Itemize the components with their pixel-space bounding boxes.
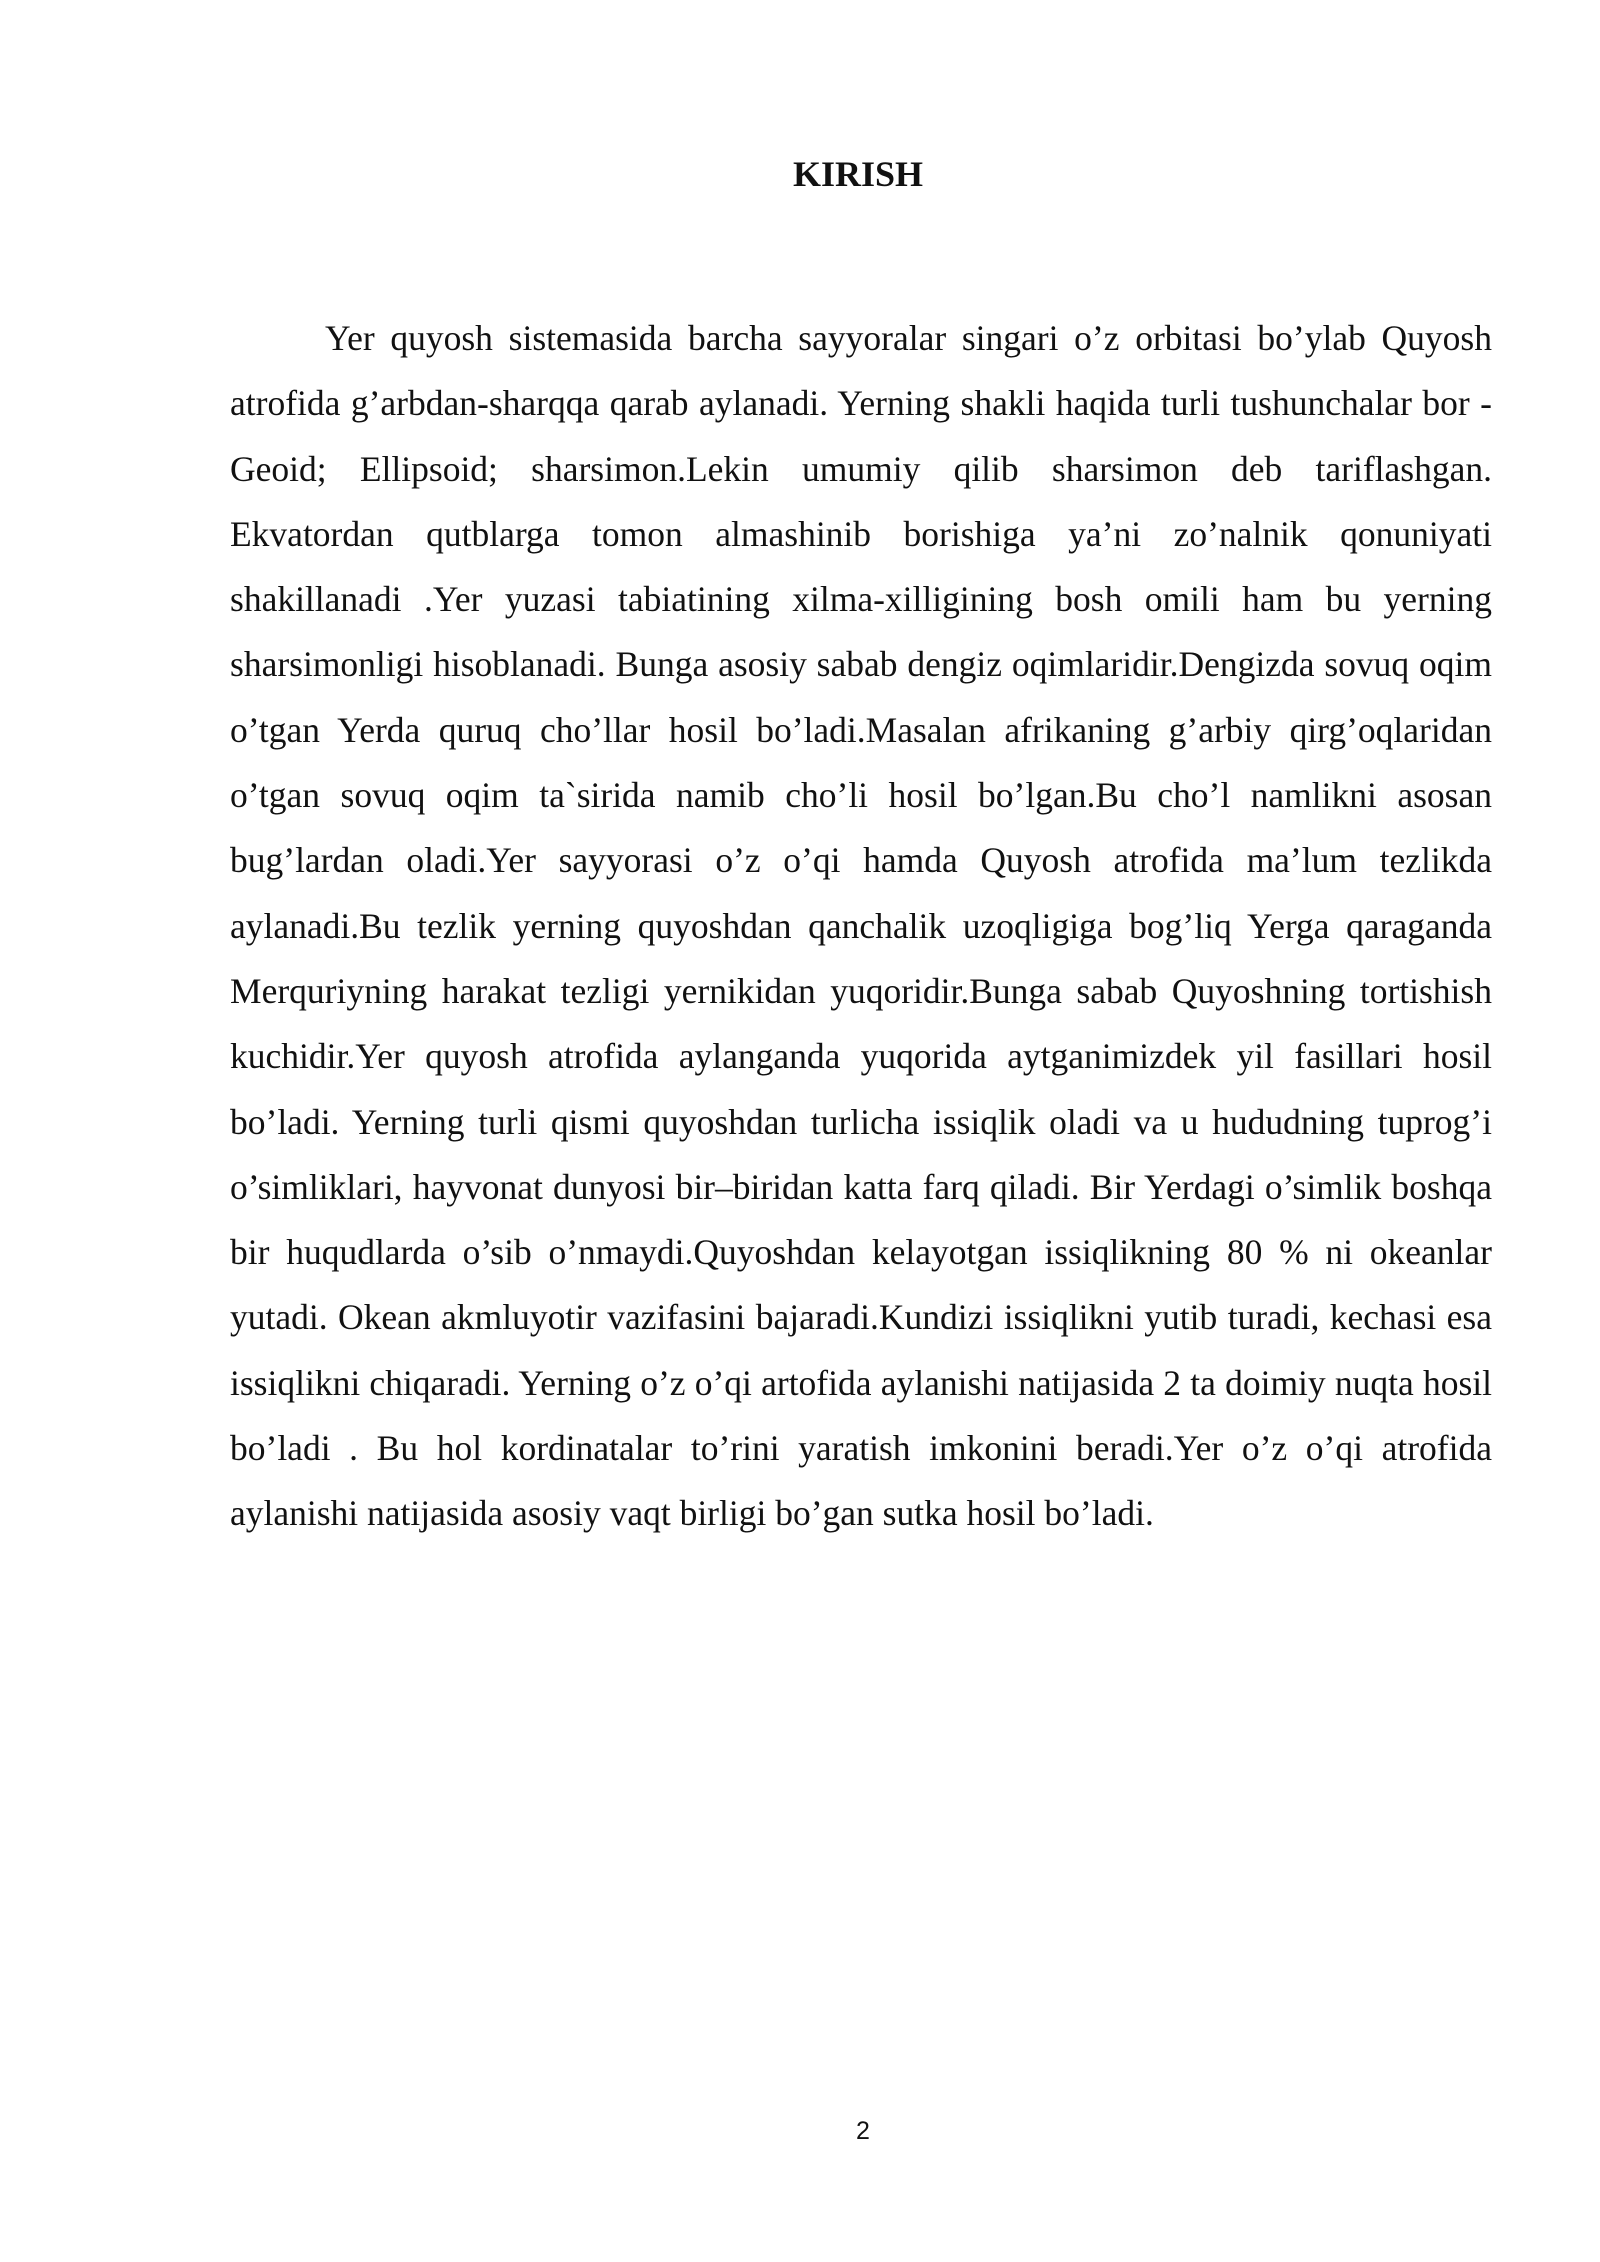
page-heading: KIRISH	[792, 154, 924, 194]
body-paragraph: Yer quyosh sistemasida barcha sayyoralar singari o’z orbitasi bo’ylab Quyosh atrofida g’arbdan-sharqqa qarab aylanadi. Yerning shakli haqida turli tushunchalar bor -Geoid; Ellipsoid; sharsimon.Lekin umumiy qilib sharsimon deb tariflashgan. Ekvatordan qutblarga tomon almashinib borishiga ya’ni zo’nalnik qonuniyati shakillanadi .Yer yuzasi tabiatining xilma-xilligining bosh omili ham bu yerning sharsimonligi hisoblanadi. Bunga asosiy sabab dengiz oqimlaridir.Dengizda sovuq oqim o’tgan Yerda quruq cho’llar hosil bo’ladi.Masalan afrikaning g’arbiy qirg’oqlaridan o’tgan sovuq oqim ta`sirida namib cho’li hosil bo’lgan.Bu cho’l namlikni asosan bug’lardan oladi.Yer sayyorasi o’z o’qi hamda Quyosh atrofida ma’lum tezlikda aylanadi.Bu tezlik yerning quyoshdan qanchalik uzoqligiga bog’liq Yerga qaraganda Merquriyning harakat tezligi yernikidan yuqoridir.Bunga sabab Quyoshning tortishish kuchidir.Yer quyosh atrofida aylanganda yuqorida aytganimizdek yil fasillari hosil bo’ladi. Yerning turli qismi quyoshdan turlicha issiqlik oladi va u hududning tuprog’i o’simliklari, hayvonat dunyosi bir–biridan katta farq qiladi. Bir Yerdagi o’simlik boshqa bir huqudlarda o’sib o’nmaydi.Quyoshdan kelayotgan issiqlikning 80 % ni okeanlar yutadi. Okean akmluyotir vazifasini bajaradi.Kundizi issiqlikni yutib turadi, kechasi esa issiqlikni chiqaradi. Yerning o’z o’qi artofida aylanishi natijasida 2 ta doimiy nuqta hosil bo’ladi . Bu hol kordinatalar to’rini yaratish imkonini beradi.Yer o’z o’qi atrofida aylanishi natijasida asosiy vaqt birligi bo’gan sutka hosil bo’ladi.	[230, 318, 1492, 1534]
page-number: 2	[856, 2117, 870, 2145]
